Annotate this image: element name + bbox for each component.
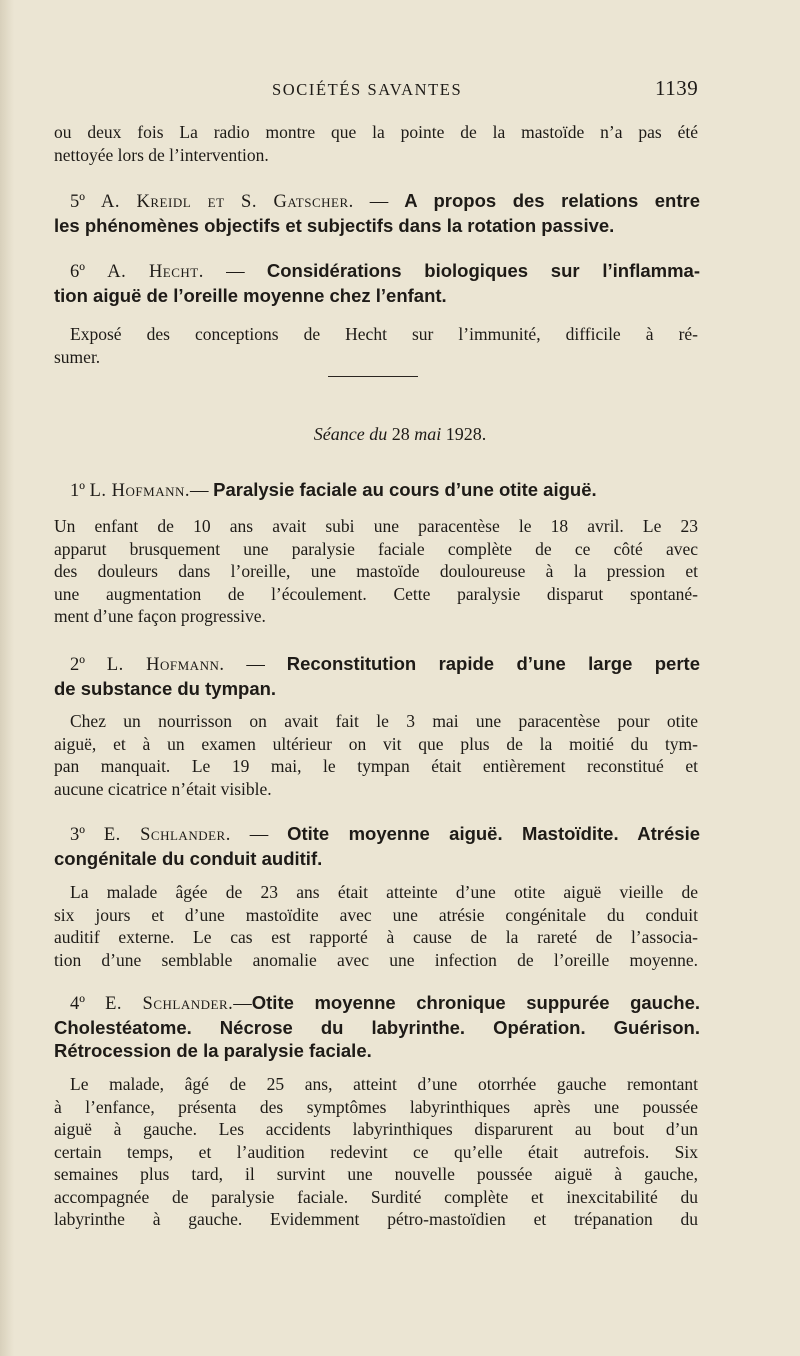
session-item-1-heading xyxy=(54,478,700,503)
item-6-body xyxy=(54,323,698,368)
session-item-3-body xyxy=(54,881,698,971)
item-authors: A. Kreidl et S. Gatscher. xyxy=(101,192,354,212)
item-title: de substance du tympan. xyxy=(54,678,277,699)
em-dash: — xyxy=(226,262,245,282)
section-divider xyxy=(328,376,418,377)
item-authors: L. Hofmann. xyxy=(89,481,191,501)
item-5-heading xyxy=(54,189,700,237)
text-line: à l’enfance, présenta des symptômes labyrinthiques après une poussée xyxy=(54,1096,698,1117)
session-item-3-heading xyxy=(54,822,700,870)
item-title: Paralysie faciale au cours d’une otite aiguë. xyxy=(213,479,597,500)
item-number: 4º xyxy=(70,994,85,1014)
text-line: une augmentation de l’écoulement. Cette paralysie disparut spontané- xyxy=(54,583,698,604)
session-month: mai xyxy=(414,424,442,444)
session-item-4-heading xyxy=(54,991,700,1062)
intro-paragraph xyxy=(54,121,698,166)
em-dash: — xyxy=(246,655,265,675)
text-line: semaines plus tard, il survint une nouvelle poussée aiguë à gauche, xyxy=(54,1164,698,1184)
item-authors: E. Schlander. xyxy=(105,994,234,1014)
em-dash: — xyxy=(369,192,389,212)
item-title: Otite moyenne chronique suppurée gauche. xyxy=(251,992,701,1013)
em-dash: — xyxy=(190,481,209,501)
item-title: Reconstitution rapide d’une large perte xyxy=(286,653,700,674)
session-item-4-body xyxy=(54,1073,698,1231)
text-line: auditif externe. Le cas est rapporté à cause de la rareté de l’associa- xyxy=(54,927,698,947)
session-year: 1928. xyxy=(445,424,487,444)
item-title: congénitale du conduit auditif. xyxy=(54,848,323,869)
text-line: ou deux fois La radio montre que la pointe de la mastoïde n’a pas été xyxy=(54,122,698,142)
session-item-2-heading xyxy=(54,652,700,700)
item-number: 2º xyxy=(70,655,85,675)
text-line: nettoyée lors de l’intervention. xyxy=(54,144,269,165)
text-line: Le malade, âgé de 25 ans, atteint d’une otorrhée gauche remontant xyxy=(70,1074,698,1094)
item-title: Rétrocession de la paralysie faciale. xyxy=(54,1040,372,1061)
item-title: Cholestéatome. Nécrose du labyrinthe. Opération. Guérison. xyxy=(54,1017,700,1038)
session-item-2-body xyxy=(54,710,698,800)
session-date-heading xyxy=(0,424,800,445)
text-line: tion d’une semblable anomalie avec une infection de l’oreille moyenne. xyxy=(54,949,698,970)
item-6-heading xyxy=(54,259,700,307)
session-item-1-body xyxy=(54,515,698,628)
item-title: les phénomènes objectifs et subjectifs dans la rotation passive. xyxy=(54,215,615,236)
item-number: 6º xyxy=(70,262,85,282)
text-line: ment d’une façon progressive. xyxy=(54,606,266,626)
text-line: pan manquait. Le 19 mai, le tympan était entièrement reconstitué et xyxy=(54,756,698,776)
item-title: A propos des relations entre xyxy=(404,190,701,211)
session-day: 28 xyxy=(391,424,410,444)
page-number: 1139 xyxy=(655,76,699,100)
text-line: Exposé des conceptions de Hecht sur l’immunité, difficile à ré- xyxy=(70,324,698,344)
item-authors: L. Hofmann. xyxy=(106,655,225,675)
text-line: Chez un nourrisson on avait fait le 3 mai une paracentèse pour otite xyxy=(70,711,698,731)
session-label: Séance du xyxy=(313,424,388,444)
em-dash: — xyxy=(233,994,252,1014)
item-title: Considérations biologiques sur l’inflamma- xyxy=(266,260,701,281)
text-line: Un enfant de 10 ans avait subi une paracentèse le 18 avril. Le 23 xyxy=(54,516,698,536)
item-authors: E. Schlander. xyxy=(103,825,231,845)
em-dash: — xyxy=(249,825,269,845)
text-line: labyrinthe à gauche. Evidemment pétro-mastoïdien et trépanation du xyxy=(54,1209,698,1229)
text-line: aiguë, et à un examen ultérieur on vit que plus de la moitié du tym- xyxy=(54,733,698,754)
item-title: tion aiguë de l’oreille moyenne chez l’enfant. xyxy=(54,285,447,306)
text-line: apparut brusquement une paralysie faciale complète de ce côté avec xyxy=(54,538,698,559)
running-title: SOCIÉTÉS SAVANTES xyxy=(272,80,463,99)
text-line: certain temps, et l’audition redevint ce qu’elle était autrefois. Six xyxy=(54,1141,698,1162)
text-line: aiguë à gauche. Les accidents labyrinthiques disparurent au bout d’un xyxy=(54,1119,698,1139)
item-authors: A. Hecht. xyxy=(107,262,204,282)
item-title: Otite moyenne aiguë. Mastoïdite. Atrésie xyxy=(287,823,701,844)
text-line: sumer. xyxy=(54,346,101,367)
item-number: 5º xyxy=(70,192,85,212)
item-number: 3º xyxy=(70,825,85,845)
text-line: La malade âgée de 23 ans était atteinte d’une otite aiguë vieille de xyxy=(70,882,698,902)
item-number: 1º xyxy=(70,481,85,501)
text-line: des douleurs dans l’oreille, une mastoïde douloureuse à la pression et xyxy=(54,561,698,581)
text-line: six jours et d’une mastoïdite avec une atrésie congénitale du conduit xyxy=(54,904,698,925)
text-line: aucune cicatrice n’était visible. xyxy=(54,778,272,799)
text-line: accompagnée de paralysie faciale. Surdité complète et inexcitabilité du xyxy=(54,1186,698,1207)
page-edge-shadow xyxy=(0,0,14,1356)
